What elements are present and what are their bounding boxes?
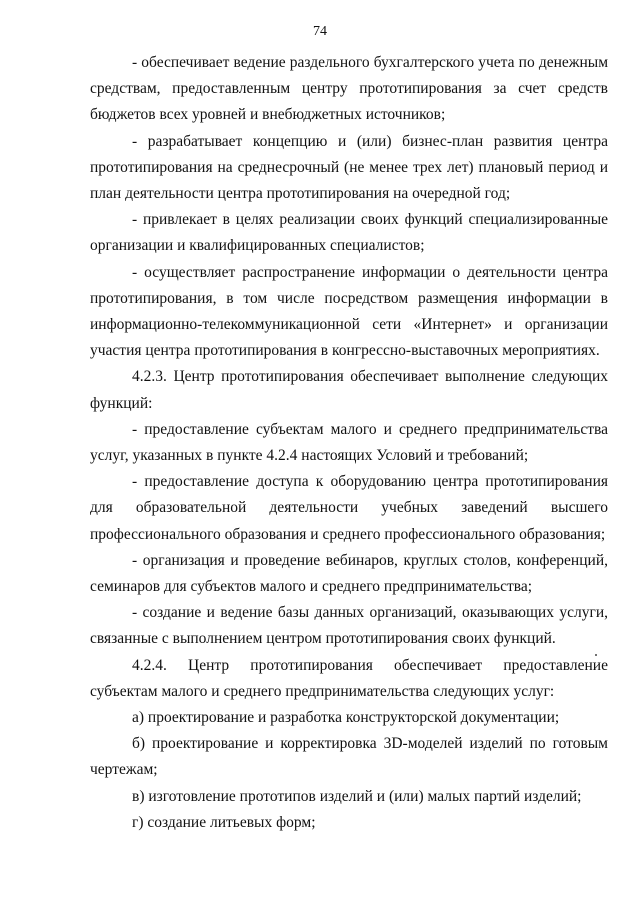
document-body	[90, 50, 608, 836]
scan-speck	[595, 654, 597, 656]
paragraph-section-4-2-4: 4.2.4. Центр прототипирования обеспечивает предоставление субъектам малого и среднего предпринимательства следующих услуг:	[90, 656, 608, 700]
list-item-a: а) проектирование и разработка конструкторской документации;	[132, 709, 560, 727]
paragraph-webinars: - организация и проведение вебинаров, круглых столов, конференций, семинаров для субъектов малого и среднего предпринимательства;	[90, 551, 608, 596]
paragraph-business-plan: - разрабатывает концепцию и (или) бизнес-план развития центра прототипирования на среднесрочный (не менее трех лет) плановый период и план деятельности центра прототипирования на очередной год;	[90, 132, 608, 203]
page-number: 74	[313, 24, 327, 39]
list-item-v: в) изготовление прототипов изделий и (или) малых партий изделий;	[132, 787, 582, 805]
paragraph-equipment-access: - предоставление доступа к оборудованию центра прототипирования для образовательной деятельности учебных заведений высшего профессионального образования и среднего профессионального образования;	[90, 473, 608, 543]
paragraph-section-4-2-3: 4.2.3. Центр прототипирования обеспечивает выполнение следующих функций:	[90, 368, 608, 412]
list-item-g: г) создание литьевых форм;	[132, 813, 316, 831]
paragraph-services: - предоставление субъектам малого и среднего предпринимательства услуг, указанных в пункте 4.2.4 настоящих Условий и требований;	[90, 420, 608, 465]
paragraph-accounting: - обеспечивает ведение раздельного бухгалтерского учета по денежным средствам, предоставленным центру прототипирования за счет средств бюджетов всех уровней и внебюджетных источников;	[90, 54, 608, 124]
paragraph-information: - осуществляет распространение информации о деятельности центра прототипирования, в том числе посредством размещения информации в информационно-телекоммуникационной сети «Интернет» и организации участия центра прототипирования в конгрессно-выставочных мероприятиях.	[90, 263, 608, 360]
list-item-b: б) проектирование и корректировка 3D-моделей изделий по готовым чертежам;	[90, 735, 608, 779]
paragraph-specialists: - привлекает в целях реализации своих функций специализированные организации и квалифицированных специалистов;	[90, 211, 608, 255]
paragraph-database: - создание и ведение базы данных организаций, оказывающих услуги, связанные с выполнением центром прототипирования своих функций.	[90, 604, 608, 648]
